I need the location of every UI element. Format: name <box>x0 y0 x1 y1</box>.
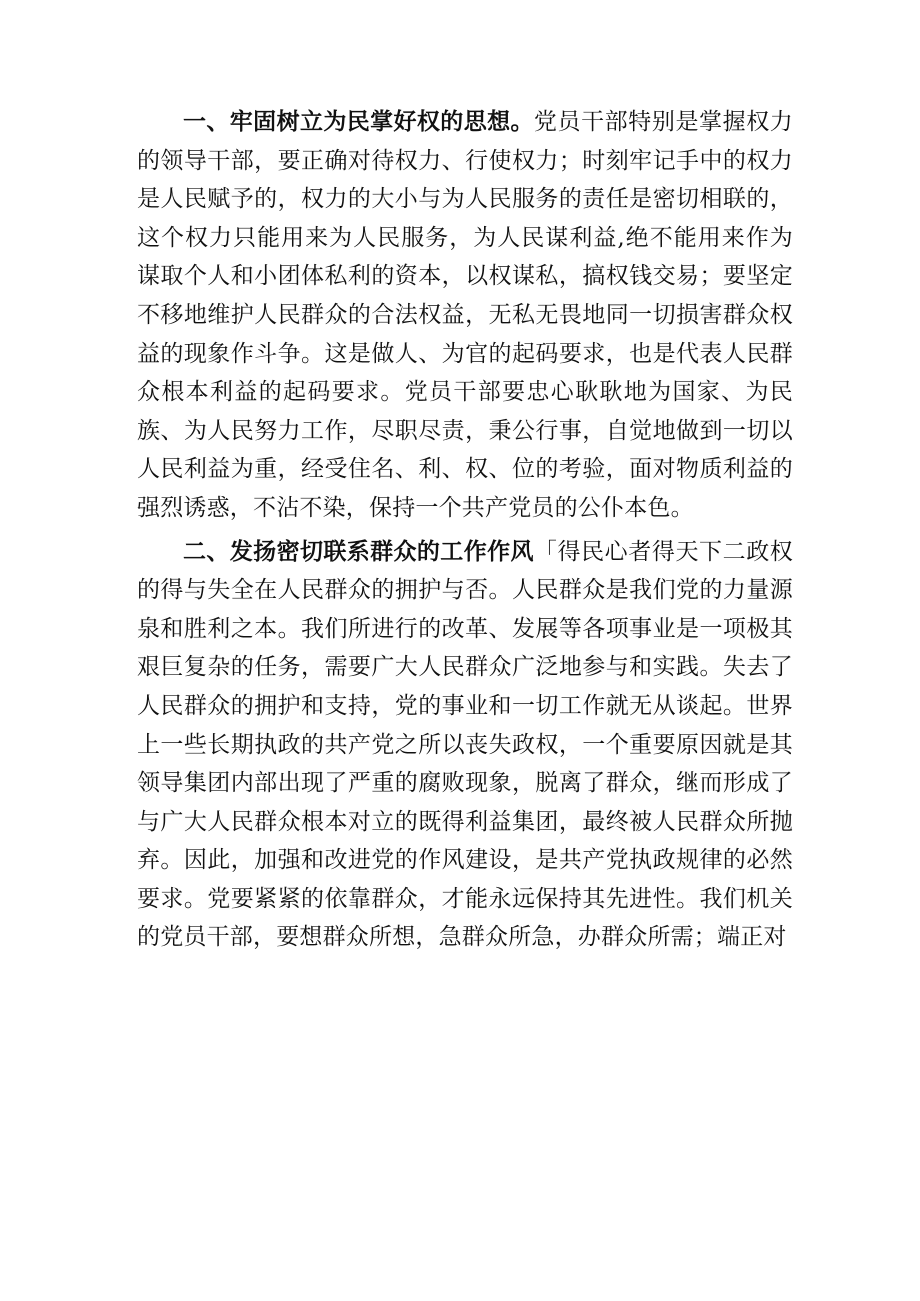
paragraph-2-heading: 二、发扬密切联系群众的工作作风 <box>183 538 534 565</box>
paragraph-2 <box>137 533 793 958</box>
document-page <box>137 103 793 957</box>
paragraph-2-body: 「得民心者得天下二政权的得与失全在人民群众的拥护与否。人民群众是我们党的力量源泉和胜利之本。我们所进行的改革、发展等各项事业是一项极其艰巨复杂的任务，需要广大人民群众广泛地参与和实践。失去了人民群众的拥护和支持，党的事业和一切工作就无从谈起。世界上一些长期执政的共产党之所以丧失政权，一个重要原因就是其领导集团内部出现了严重的腐败现象，脱离了群众，继而形成了与广大人民群众根本对立的既得利益集团，最终被人民群众所抛弃。因此，加强和改进党的作风建设，是共产党执政规律的必然要求。党要紧紧的依靠群众，才能永远保持其先进性。我们机关的党员干部，要想群众所想，急群众所急，办群众所需；端正对 <box>137 538 794 951</box>
paragraph-1 <box>137 103 793 528</box>
paragraph-1-heading: 一、牢固树立为民掌好权的思想。 <box>183 109 534 135</box>
paragraph-1-body: 党员干部特别是掌握权力的领导干部，要正确对待权力、行使权力；时刻牢记手中的权力是人民赋予的，权力的大小与为人民服务的责任是密切相联的，这个权力只能用来为人民服务，为人民谋利益,绝不能用来作为谋取个人和小团体私利的资本，以权谋私，搞权钱交易；要坚定不移地维护人民群众的合法权益，无私无畏地同一切损害群众权益的现象作斗争。这是做人、为官的起码要求，也是代表人民群众根本利益的起码要求。党员干部要忠心耿耿地为国家、为民族、为人民努力工作，尽职尽责，秉公行事，自觉地做到一切以人民利益为重，经受住名、利、权、位的考验，面对物质利益的强烈诱惑，不沾不染，保持一个共产党员的公仆本色。 <box>137 109 794 521</box>
